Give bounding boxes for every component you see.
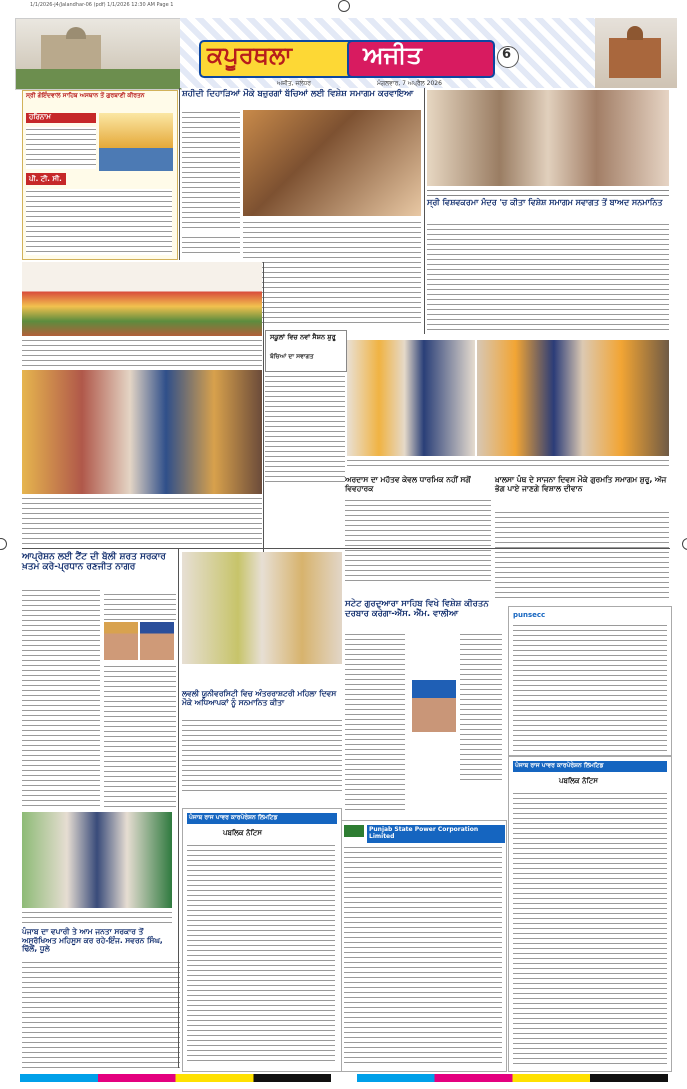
masthead-paper: ਅਜੀਤ: [363, 41, 422, 69]
story-9-headline: ਪੰਜਾਬ ਦਾ ਵਪਾਰੀ ਤੇ ਆਮ ਜਨਤਾ ਸਰਕਾਰ ਤੋਂ ਅਸੁਰੱਖਿਅਤ ਮਹਿਸੂਸ ਕਰ ਰਹੇ-ਇੰਜ. ਸਵਰਨ ਸਿੰਘ, ਢਿੱਲੋਂ, ਧੂਲੇ: [22, 927, 163, 954]
masthead: [15, 18, 677, 90]
pspcl-ad-2-notice: ਪਬਲਿਕ ਨੋਟਿਸ: [223, 829, 262, 837]
page-number: 6: [502, 47, 512, 62]
story-3-headline: ਸਕੂਲਾਂ ਵਿਚ ਨਵਾਂ ਸੈਸ਼ਨ ਸ਼ੁਰੂ: [270, 333, 336, 341]
flower-caption: [22, 338, 262, 368]
masthead-date: ਮੰਗਲਵਾਰ, 7 ਅਪ੍ਰੈਲ 2026: [377, 80, 442, 87]
group-photo-1-caption: [22, 496, 262, 548]
story-2-headline: ਸ੍ਰੀ ਵਿਸ਼ਵਕਰਮਾ ਮੰਦਰ 'ਚ ਕੀਤਾ ਵਿਸ਼ੇਸ਼ ਸਮਾਗਮ ਸਵਾਗਤ ਤੋਂ ਬਾਅਦ ਸਨਮਾਨਿਤ: [427, 198, 663, 207]
religious-group-photo: [347, 340, 475, 456]
pspcl-ad-2: [182, 808, 342, 1072]
masthead-tagline: ਅਜੀਤ, ਜਲੰਧਰ: [277, 80, 312, 87]
story-5-headline: ਖ਼ਾਲਸਾ ਪੰਥ ਦੇ ਸਾਜਨਾ ਦਿਵਸ ਮੌਕੇ ਗੁਰਮਤਿ ਸਮਾਗਮ ਸ਼ੁਰੂ, ਅੱਜ ਭੋਗ ਪਾਏ ਜਾਣਗੇ ਵਿਸ਼ਾਲ ਦੀਵਾਨ: [495, 475, 667, 493]
pspcl-ad-text: [344, 845, 502, 1067]
masthead-right-photo: [595, 18, 677, 88]
golden-temple-photo: [99, 113, 173, 171]
story-9-caption: [22, 910, 172, 924]
top-ad-label: ਹਰਿਨਾਮ: [29, 113, 51, 121]
langar-photo: [477, 340, 669, 456]
rule-5: [22, 548, 670, 549]
masthead-left-photo: [15, 18, 182, 90]
story-2-text: [427, 222, 669, 332]
story-8-photo: [182, 552, 342, 664]
middle-caption: [347, 458, 669, 470]
printer-slug: 1/1/2026-j4/Jalandhar-06 (pdf) 1/1/2026 12:30 AM Page 1: [30, 2, 174, 8]
story-1-photo: [243, 110, 421, 216]
story-7-portrait: [412, 680, 456, 732]
rule-4: [178, 548, 179, 1068]
story-4-text: [345, 498, 491, 582]
story-7-text-2: [460, 632, 502, 782]
right-ad-2-title: ਪੰਜਾਬ ਰਾਜ ਪਾਵਰ ਕਾਰਪੋਰੇਸ਼ਨ ਲਿਮਟਿਡ: [513, 761, 667, 772]
story-8-text: [182, 718, 342, 794]
registration-mark-right: [682, 538, 687, 550]
story-6-text-2: [104, 592, 176, 620]
story-6-text: [22, 588, 100, 808]
story-1-text-3: [182, 235, 240, 257]
story-2-caption: [427, 188, 669, 196]
story-6-text-3: [104, 664, 176, 808]
pspcl-ad-2-title: ਪੰਜਾਬ ਰਾਜ ਪਾਵਰ ਕਾਰਪੋਰੇਸ਼ਨ ਲਿਮਟਿਡ: [187, 813, 337, 824]
right-ad: [508, 606, 672, 756]
top-ad-body: [26, 189, 172, 255]
story-4-headline: ਅਰਦਾਸ ਦਾ ਮਹੱਤਵ ਕੇਵਲ ਧਾਰਮਿਕ ਨਹੀਂ ਸਗੋਂ ਵਿਵਹਾਰਕ: [345, 475, 471, 493]
print-color-bar: [20, 1074, 668, 1082]
pspcl-ad-title: Punjab State Power Corporation Limited: [367, 825, 505, 843]
story-2-photo: [427, 90, 669, 186]
story-3-deck: ਬੱਚਿਆਂ ਦਾ ਸਵਾਗਤ: [270, 353, 314, 360]
story-9-text: [22, 960, 180, 1068]
right-ad-2: [508, 756, 672, 1072]
right-ad-2-text: [513, 791, 667, 1067]
story-1-text: [182, 110, 240, 230]
top-ad-badge: ਪੀ. ਟੀ. ਸੀ.: [29, 175, 62, 183]
right-ad-text: [513, 623, 667, 751]
top-ad: [22, 90, 178, 260]
pspcl-ad-2-text: [187, 843, 335, 1065]
story-6-portrait-2: [140, 622, 174, 660]
pspcl-ad: [340, 820, 507, 1072]
story-3-text: [265, 374, 345, 484]
rule-3: [263, 262, 264, 552]
right-ad-2-notice: ਪਬਲਿਕ ਨੋਟਿਸ: [559, 777, 598, 785]
story-5-text: [495, 510, 669, 600]
story-7-headline: ਸਟੇਟ ਗੁਰਦੁਆਰਾ ਸਾਹਿਬ ਵਿਖੇ ਵਿਸ਼ੇਸ਼ ਕੀਰਤਨ ਦਰਬਾਰ ਕਰੇਗਾ-ਐੱਸ. ਐੱਮ. ਵਾਲੀਆ: [345, 599, 489, 619]
masthead-city: ਕਪੂਰਥਲਾ: [207, 41, 293, 69]
story-8-headline: ਲਵਲੀ ਯੂਨੀਵਰਸਿਟੀ ਵਿਚ ਅੰਤਰਰਾਸ਼ਟਰੀ ਮਹਿਲਾ ਦਿਵਸ ਮੌਕੇ ਅਧਿਆਪਕਾਂ ਨੂੰ ਸਨਮਾਨਿਤ ਕੀਤਾ: [182, 689, 337, 707]
flower-photo: [22, 262, 262, 336]
story-7-text: [345, 632, 405, 812]
story-9-photo: [22, 812, 172, 908]
story-6-portrait-1: [104, 622, 138, 660]
registration-mark-top: [338, 0, 350, 12]
rule-1: [179, 88, 180, 260]
top-ad-title: ਸ੍ਰੀ ਗੋਇੰਦਵਾਲ ਸਾਹਿਬ ਅਸਥਾਨ ਤੋਂ ਗੁਰਬਾਣੀ ਕੀਰਤਨ: [26, 92, 145, 99]
story-1-text-2: [243, 220, 421, 324]
group-photo-1: [22, 370, 262, 494]
top-ad-text: [26, 127, 96, 169]
story-6-headline: ਆਪ੍ਰੇਸ਼ਨ ਲਈ ਟੈਂਟ ਦੀ ਬੋਲੀ ਸ਼ਰਤ ਸਰਕਾਰ ਖ਼ਤਮ ਕਰੇ-ਪ੍ਰਧਾਨ ਰਣਜੀਤ ਨਾਗਰ: [22, 552, 166, 573]
story-1-headline: ਸ਼ਹੀਦੀ ਦਿਹਾੜਿਆਂ ਮੌਕੇ ਬਜ਼ੁਰਗਾਂ ਬੱਚਿਆਂ ਲਈ ਵਿਸ਼ੇਸ਼ ਸਮਾਗਮ ਕਰਵਾਇਆ: [182, 89, 414, 99]
rule-2: [424, 88, 425, 334]
registration-mark-left: [0, 538, 7, 550]
punsecc-logo: punsecc: [513, 611, 546, 619]
